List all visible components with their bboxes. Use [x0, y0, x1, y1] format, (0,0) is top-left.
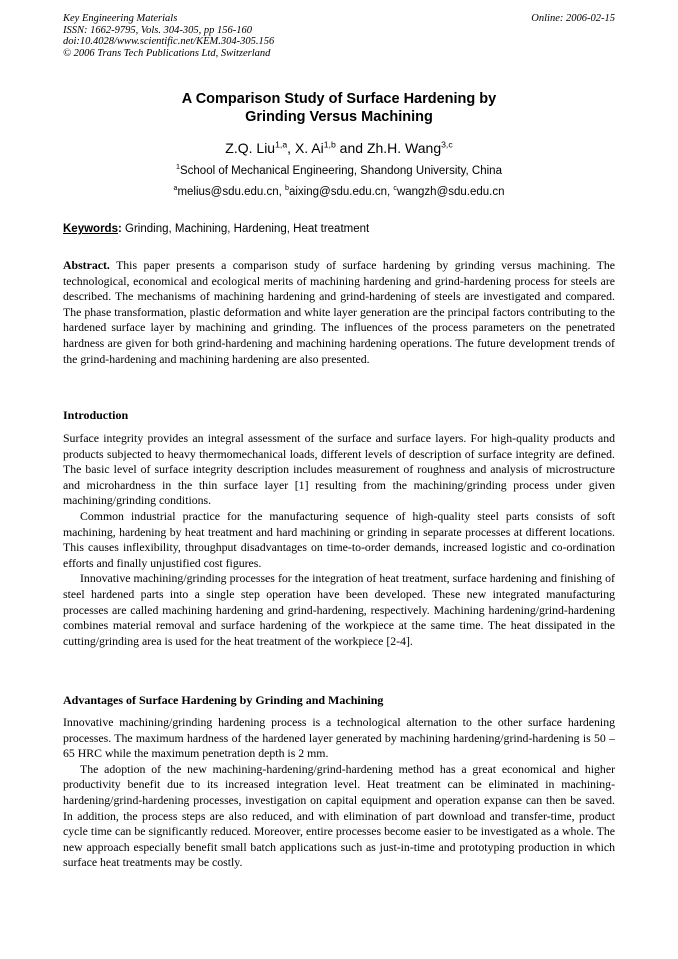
- author-3-affil: 3,c: [441, 139, 453, 150]
- abstract-text: This paper presents a comparison study of surface hardening by grinding versus machining. The technological, economical and ecological merits of machining hardening and grind-hardening process for steels are described. The mechanisms of machining hardening and grind-hardening of steels are investigated and compared. The phase transformation, plastic deformation and white layer generation are the principal factors contributing to the hardened surface layer by machining and grinding. The influences of the process parameters on the penetrated hardness are given for both grind-hardening and machining hardening operations. The future development trends of the grind-hardening and machining hardening are also presented.: [63, 258, 615, 366]
- doi-line: doi:10.4028/www.scientific.net/KEM.304-305.156: [63, 36, 275, 47]
- abstract: [63, 258, 615, 367]
- journal-name: Key Engineering Materials: [63, 13, 178, 24]
- journal-info: [63, 13, 274, 59]
- affiliation: [63, 164, 615, 178]
- title-line-2: Grinding Versus Machining: [245, 109, 433, 125]
- advantages-body: [63, 715, 615, 871]
- copyright-line: © 2006 Trans Tech Publications Ltd, Switzerland: [63, 47, 271, 59]
- online-date: Online: 2006-02-15: [531, 13, 615, 24]
- paper-title: [63, 90, 615, 126]
- keywords: Keywords: Grinding, Machining, Hardening, Heat treatment: [63, 223, 370, 235]
- email-c-marker: c: [393, 184, 397, 193]
- paragraph: Innovative machining/grinding hardening process is a technological alternation to the other surface hardening processes. The maximum hardness of the hardened layer generated by machining hardening/grind-hardening is 50 – 65 HRC while the maximum penetration depth is 2 mm.: [63, 715, 615, 761]
- affiliation-marker: 1: [176, 163, 180, 172]
- email-list: $^a$melius@sdu.edu.cn, $^b$aixing@sdu.edu.cn, $^c$wangzh@sdu.edu.cn: [173, 184, 505, 198]
- running-header: [63, 13, 615, 59]
- author-2-affil: 1,b: [323, 139, 336, 150]
- author-separator: ,: [287, 140, 295, 156]
- keywords-text: Grinding, Machining, Hardening, Heat treatment: [125, 223, 370, 235]
- email-b-marker: b: [285, 184, 289, 193]
- email-b[interactable]: aixing@sdu.edu.cn: [288, 186, 387, 198]
- author-separator: and: [335, 140, 367, 156]
- author-1-affil: 1,a: [275, 139, 288, 150]
- paragraph: The adoption of the new machining-hardening/grind-hardening method has a great economical and higher productivity benefit due to its increased integration level. Heat treatment can be eliminated in machining-hardening/grind-hardening processes, investigation on capital equipment and operation expanse can then be saved. In addition, the process steps are also reduced, and with elimination of part download and transfer-time, product cycle time can be significantly reduced. Moreover, entire processes become easier to be investigated as a whole. The new approach especially benefit small batch applications such as just-in-time and prototyping production in which surface heat treatments may be costly.: [63, 761, 615, 870]
- keywords-label: Keywords: [63, 223, 118, 235]
- email-a-marker: a: [173, 184, 178, 193]
- paragraph: Innovative machining/grinding processes for the integration of heat treatment, surface hardening and finishing of steel hardened parts into a single step operation have been developed. These new integrated manufacturing processes are called machining hardening and grind-hardening, respectively. Machining hardening/grind-hardening combines material removal and surface hardening of the workpiece at the same time. The heat dissipated in the cutting/grinding area is used for the heat treatment of the workpiece [2-4].: [63, 571, 615, 648]
- email-c[interactable]: wangzh@sdu.edu.cn: [396, 186, 505, 198]
- section-heading-advantages: Advantages of Surface Hardening by Grinding and Machining: [63, 693, 384, 707]
- author-3: Zh.H. Wang: [366, 140, 442, 156]
- affiliation-text: School of Mechanical Engineering, Shandong University, China: [179, 165, 502, 177]
- issn-line: ISSN: 1662-9795, Vols. 304-305, pp 156-160: [63, 24, 252, 36]
- section-heading-introduction: Introduction: [63, 408, 129, 422]
- author-2: X. Ai: [294, 140, 324, 156]
- abstract-label: Abstract.: [63, 258, 110, 272]
- paragraph: Common industrial practice for the manufacturing sequence of high-quality steel parts consists of soft machining, hardening by heat treatment and hard machining or grinding in separate processes at different locations. This causes inflexibility, throughput disadvantages on time-to-order demands, increased logistic and co-ordination efforts and finally unjustified cost figures.: [63, 508, 615, 570]
- author-list: [63, 139, 615, 157]
- paragraph: Surface integrity provides an integral assessment of the surface and surface layers. For high-quality products and products subjected to heavy thermomechanical loads, different levels of description of surface integrity are defined. The basic level of surface integrity description includes measurement of roughness and analysis of microstructure and microhardness in the thin surface layer [1] resulting from the machining/grinding process under given machining/grinding conditions.: [63, 431, 615, 508]
- introduction-body: [63, 431, 615, 649]
- title-line-1: A Comparison Study of Surface Hardening by: [181, 91, 497, 107]
- author-1: Z.Q. Liu: [225, 140, 276, 156]
- email-a[interactable]: melius@sdu.edu.cn: [177, 186, 279, 198]
